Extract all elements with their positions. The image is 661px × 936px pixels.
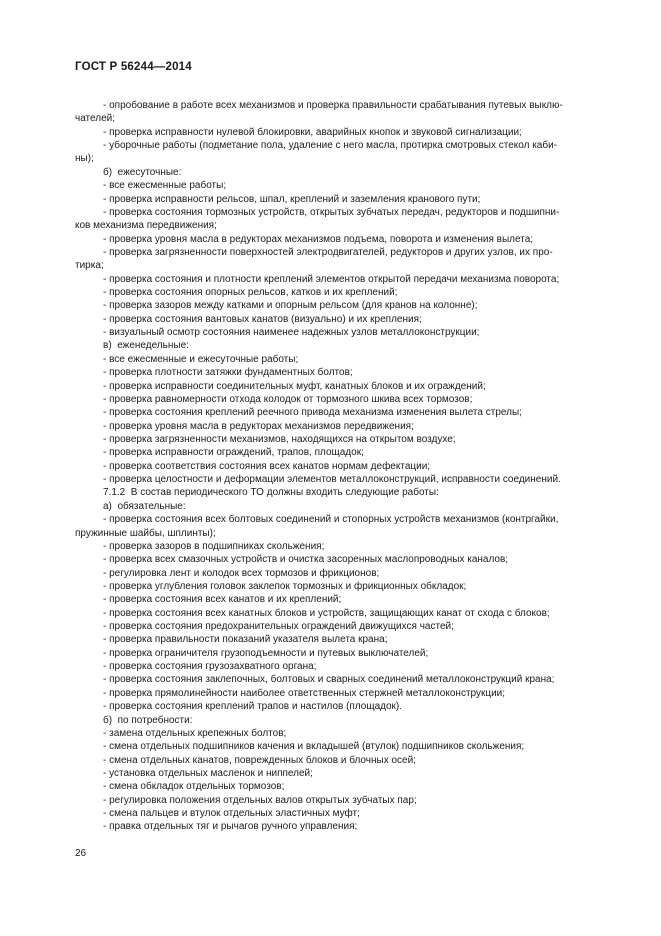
text-line: - замена отдельных крепежных болтов; <box>103 727 287 739</box>
text-line: - опробование в работе всех механизмов и проверка правильности срабатывания путевых выклю- <box>103 100 563 111</box>
page-number: 26 <box>75 848 87 859</box>
text-line: - проверка правильности показаний указателя вылета крана; <box>103 634 388 646</box>
text-line: - проверка исправности ограждений, трапов, площадок; <box>103 447 364 459</box>
text-line: б) по потребности: <box>103 714 193 726</box>
text-line: - проверка состояния креплений реечного привода механизма изменения вылета стрелы; <box>103 407 522 419</box>
text-line: - проверка состояния заклепочных, болтовых и сварных соединений металлоконструкций крана; <box>103 674 555 686</box>
text-line: - проверка загрязненности поверхностей электродвигателей, редукторов и других узлов, их про- <box>103 246 553 258</box>
text-line: - проверка исправности рельсов, шпал, креплений и заземления кранового пути; <box>103 193 481 205</box>
text-line: б) ежесуточные: <box>103 166 182 178</box>
text-line: - регулировка лент и колодок всех тормозов и фрикционов; <box>103 567 380 579</box>
text-line: а) обязательные: <box>103 500 186 512</box>
text-line: ков механизма передвижения; <box>75 220 217 232</box>
text-line: пружинные шайбы, шплинты); <box>75 527 216 539</box>
text-line: 7.1.2 В состав периодического ТО должны входить следующие работы: <box>103 487 439 499</box>
text-line: - проверка уровня масла в редукторах механизмов подъема, поворота и изменения вылета; <box>103 233 534 245</box>
text-line: - смена отдельных подшипников качения и вкладышей (втулок) подшипников скольжения; <box>103 741 525 753</box>
text-line: - проверка ограничителя грузоподъемности и путевых выключателей; <box>103 647 429 659</box>
text-line: - проверка целостности и деформации элементов металлоконструкций, исправности соединений. <box>103 474 561 486</box>
text-line: - проверка загрязненности механизмов, находящихся на открытом воздухе; <box>103 433 456 445</box>
text-line: - правка отдельных тяг и рычагов ручного управления; <box>103 821 358 833</box>
text-line: - проверка состояния креплений трапов и настилов (площадок). <box>103 701 403 713</box>
text-line: - проверка плотности затяжки фундаментных болтов; <box>103 367 353 379</box>
text-line: в) еженедельные: <box>103 340 189 352</box>
text-line: чателей; <box>75 113 116 125</box>
text-line: - смена пальцев и втулок отдельных эластичных муфт; <box>103 808 360 820</box>
text-line: - проверка состояния тормозных устройств, открытых зубчатых передач, редукторов и подшипни- <box>103 206 560 218</box>
text-line: - проверка состояния предохранительных ограждений движущихся частей; <box>103 621 454 633</box>
text-line: - проверка исправности соединительных муфт, канатных блоков и их ограждений; <box>103 380 486 392</box>
text-line: - смена отдельных канатов, поврежденных блоков и блочных осей; <box>103 754 416 766</box>
text-line: - проверка зазоров между катками и опорным рельсом (для кранов на колонне); <box>103 300 478 312</box>
text-line: - уборочные работы (подметание пола, удаление с него масла, протирка смотровых стекол каби- <box>103 140 558 152</box>
text-line: - визуальный осмотр состояния наименее надежных узлов металлоконструкции; <box>103 327 480 339</box>
text-line: - проверка состояния опорных рельсов, катков и их креплений; <box>103 287 398 299</box>
text-line: - проверка состояния вантовых канатов (визуально) и их крепления; <box>103 313 422 325</box>
text-line: - смена обкладок отдельных тормозов; <box>103 781 285 793</box>
text-line: - проверка состояния всех канатных блоков и устройств, защищающих канат от схода с блоков; <box>103 607 550 619</box>
document-body <box>75 99 591 834</box>
text-line: - проверка состояния всех канатов и их креплений; <box>103 594 342 606</box>
text-line: - проверка состояния грузозахватного органа; <box>103 661 317 673</box>
text-line: - проверка состояния всех болтовых соединений и стопорных устройств механизмов (контргайки, <box>103 514 559 526</box>
text-line: - проверка исправности нулевой блокировки, аварийных кнопок и звуковой сигнализации; <box>103 126 522 138</box>
text-line: - все ежесменные работы; <box>103 180 227 192</box>
document-standard-header: ГОСТ Р 56244—2014 <box>75 61 192 73</box>
text-line: - проверка всех смазочных устройств и очистка засоренных маслопроводных каналов; <box>103 554 509 566</box>
text-line: - проверка равномерности отхода колодок от тормозного шкива всех тормозов; <box>103 393 473 405</box>
text-line: - проверка зазоров в подшипниках скольжения; <box>103 540 325 552</box>
text-line: ны); <box>75 153 94 165</box>
text-line: - установка отдельных масленок и ниппелей; <box>103 767 313 779</box>
text-line: - регулировка положения отдельных валов открытых зубчатых пар; <box>103 794 417 806</box>
text-line: - проверка уровня масла в редукторах механизмов передвижения; <box>103 420 414 432</box>
text-line: - проверка состояния и плотности креплений элементов открытой передачи механизма поворота; <box>103 273 560 285</box>
text-line: - проверка углубления головок заклепок тормозных и фрикционных обкладок; <box>103 580 467 592</box>
text-line: тирка; <box>75 260 104 272</box>
text-line: - проверка прямолинейности наиболее ответственных стержней металлоконструкции; <box>103 687 506 699</box>
text-line: - проверка соответствия состояния всех канатов нормам дефектации; <box>103 460 431 472</box>
text-line: - все ежесменные и ежесуточные работы; <box>103 353 299 365</box>
